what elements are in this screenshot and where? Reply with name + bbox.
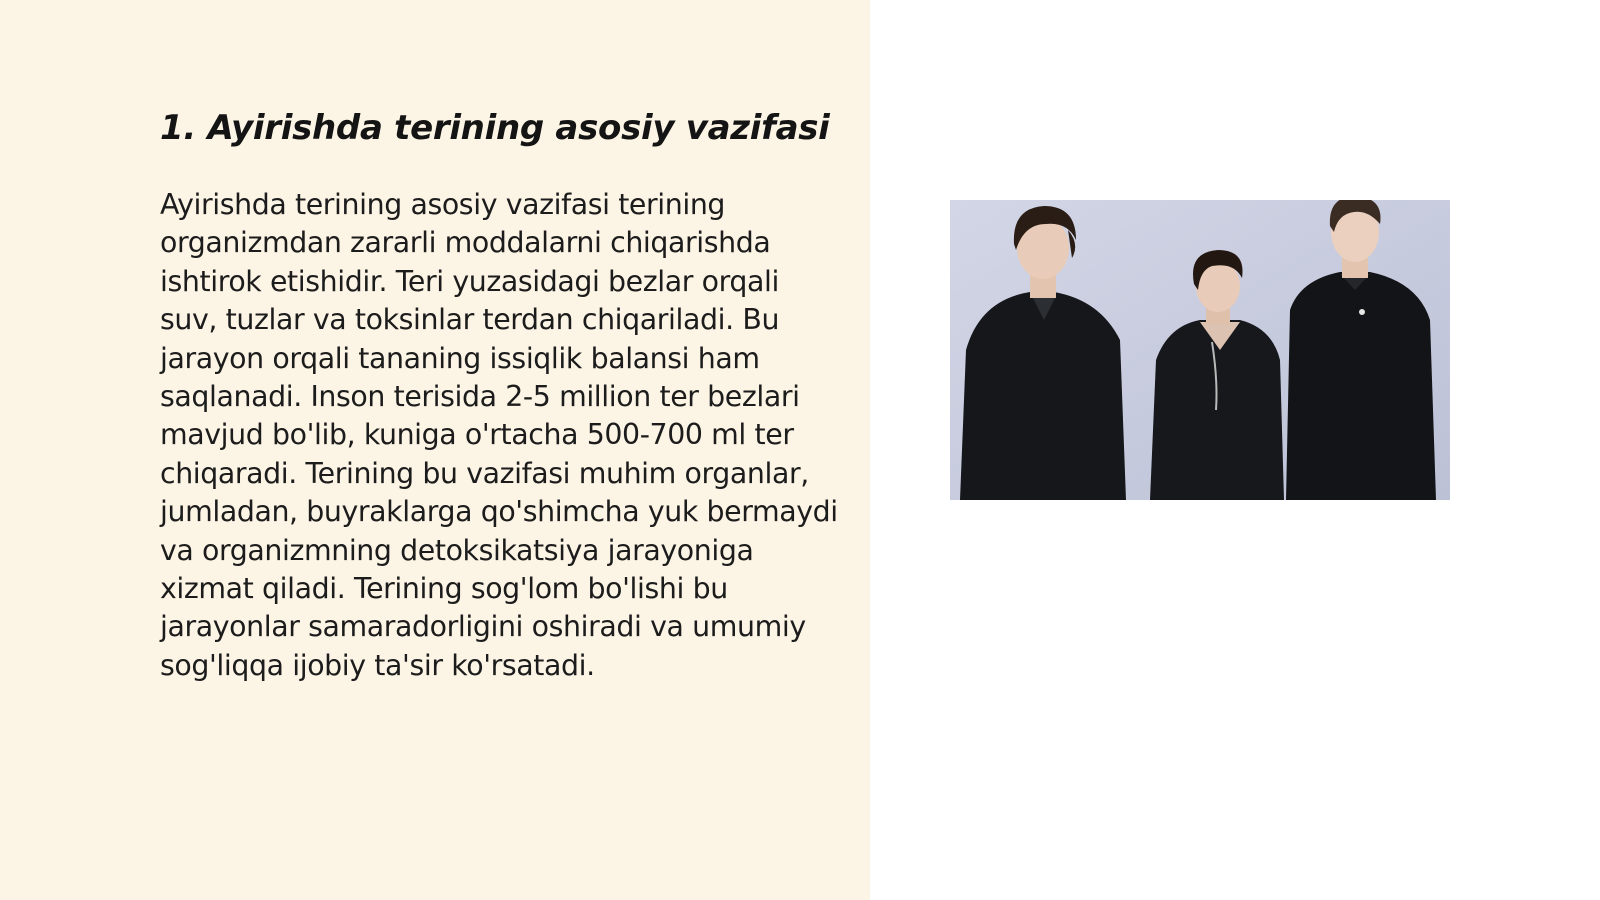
slide-body-text: Ayirishda terining asosiy vazifasi terining organizmdan zararli moddalarni chiqarishda ishtirok etishidir. Teri yuzasidagi bezlar orqali suv, tuzlar va toksinlar terdan chiqariladi. Bu jarayon orqali tananing issiqlik balansi ham saqlanadi. Inson terisida 2-5 million ter bezlari mavjud bo'lib, kuniga o'rtacha 500-700 ml ter chiqaradi. Terining bu vazifasi muhim organlar, jumladan, buyraklarga qo'shimcha yuk bermaydi va organizmning detoksikatsiya jarayoniga xizmat qiladi. Terining sog'lom bo'lishi bu jarayonlar samaradorligini oshiradi va umumiy sog'liqqa ijobiy ta'sir ko'rsatadi. bbox=[160, 188, 838, 682]
group-photo bbox=[950, 200, 1450, 500]
group-photo-illustration bbox=[950, 200, 1450, 500]
slide-title: 1. Ayirishda terining asosiy vazifasi bbox=[160, 108, 830, 148]
